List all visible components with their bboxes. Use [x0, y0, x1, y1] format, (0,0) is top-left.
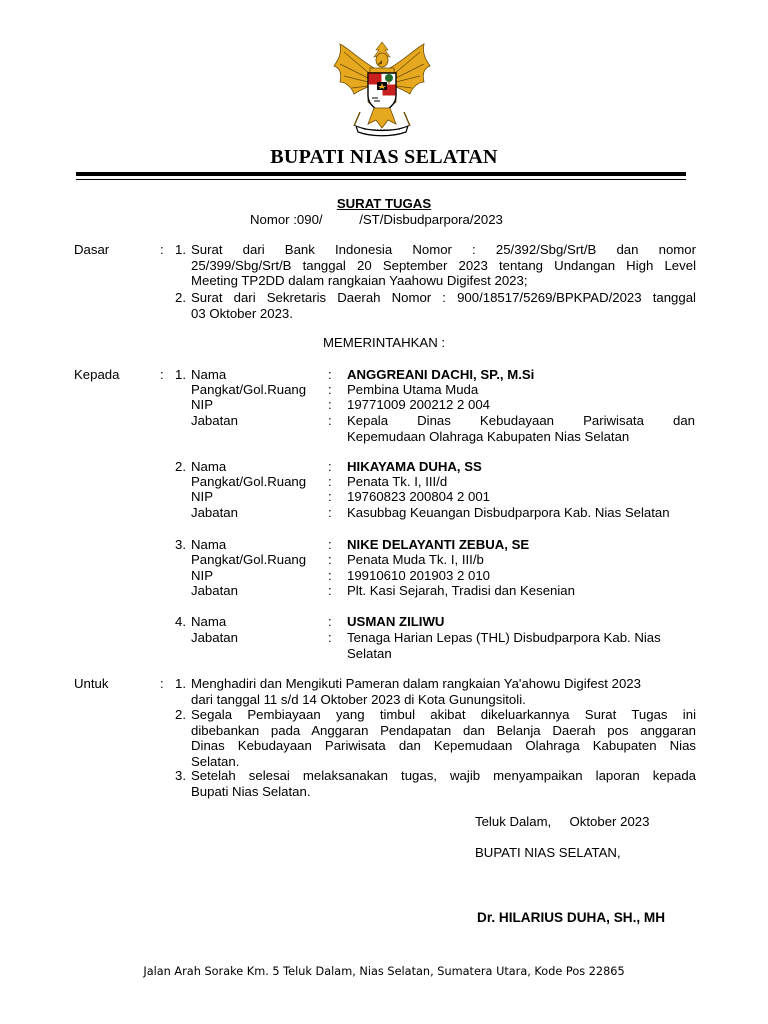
untuk-item: [191, 676, 696, 707]
person-nama: NIKE DELAYANTI ZEBUA, SE: [347, 537, 530, 552]
person-jabatan-line: Kepala Dinas Kebudayaan Pariwisata dan: [347, 413, 695, 428]
person-number: 1.: [175, 367, 186, 382]
untuk-item-line: Bupati Nias Selatan.: [191, 783, 311, 799]
field-colon: :: [328, 568, 332, 583]
field-colon: :: [328, 397, 332, 412]
field-colon: :: [328, 630, 332, 645]
field-colon: :: [328, 537, 332, 552]
letterhead-rule-thin: [76, 179, 686, 180]
person-jabatan-line: Kasubbag Keuangan Disbudparpora Kab. Nias Selatan: [347, 505, 670, 520]
person-jabatan-line: Kepemudaan Olahraga Kabupaten Nias Selatan: [347, 428, 630, 444]
field-colon: :: [328, 474, 332, 489]
person-jabatan-line: Tenaga Harian Lepas (THL) Disbudparpora Kab. Nias: [347, 630, 661, 645]
signature-place-date: Teluk Dalam, Oktober 2023: [475, 814, 650, 829]
field-colon: :: [328, 489, 332, 504]
dasar-item-line: Meeting TP2DD dalam rangkaian Yaahowu Digifest 2023;: [191, 273, 528, 288]
person-pangkat: Penata Tk. I, III/d: [347, 474, 448, 489]
field-colon: :: [328, 583, 332, 598]
field-colon: :: [328, 614, 332, 629]
person-nama-label: Nama: [191, 537, 227, 552]
garuda-emblem-icon: [330, 40, 434, 140]
signature-title: BUPATI NIAS SELATAN,: [475, 845, 621, 860]
person-nama-label: Nama: [191, 459, 227, 474]
kepada-label: Kepada: [74, 367, 120, 382]
person-number: 2.: [175, 459, 186, 474]
person-jabatan-label: Jabatan: [191, 505, 238, 520]
person-nama-label: Nama: [191, 614, 227, 629]
dasar-item-number: 2.: [175, 290, 186, 305]
person-jabatan: [347, 413, 695, 444]
person-pangkat: Pembina Utama Muda: [347, 382, 479, 397]
person-nip-label: NIP: [191, 568, 213, 583]
person-jabatan: [347, 583, 695, 599]
dasar-item-number: 1.: [175, 242, 186, 257]
person-nip: 19760823 200804 2 001: [347, 489, 491, 504]
person-nama: USMAN ZILIWU: [347, 614, 445, 629]
person-jabatan-label: Jabatan: [191, 583, 238, 598]
person-pangkat: Penata Muda Tk. I, III/b: [347, 552, 484, 567]
person-jabatan-label: Jabatan: [191, 413, 238, 428]
untuk-item-number: 1.: [175, 676, 186, 691]
untuk-item-line: Setelah selesai melaksanakan tugas, wajib menyampaikan laporan kepada: [191, 768, 696, 783]
untuk-colon: :: [160, 676, 164, 691]
untuk-item: [191, 768, 696, 799]
field-colon: :: [328, 367, 332, 382]
person-number: 4.: [175, 614, 186, 629]
untuk-item-line: Selatan.: [191, 753, 240, 769]
dasar-label: Dasar: [74, 242, 110, 257]
dasar-item-line: Surat dari Sekretaris Daerah Nomor : 900/18517/5269/BPKPAD/2023 tanggal: [191, 290, 696, 305]
field-colon: :: [328, 552, 332, 567]
person-jabatan-label: Jabatan: [191, 630, 238, 645]
field-colon: :: [328, 459, 332, 474]
untuk-item-number: 3.: [175, 768, 186, 783]
untuk-item-line: Dinas Kebudayaan Pariwisata dan Kepemudaan Olahraga Kabupaten Nias: [191, 738, 696, 753]
person-pangkat-label: Pangkat/Gol.Ruang: [191, 382, 307, 397]
untuk-item-line: Segala Pembiayaan yang timbul akibat dikeluarkannya Surat Tugas ini: [191, 707, 696, 722]
person-jabatan: [347, 505, 695, 521]
field-colon: :: [328, 505, 332, 520]
person-jabatan: [347, 630, 695, 661]
person-jabatan-line: Selatan: [347, 645, 392, 661]
dasar-item-line: Surat dari Bank Indonesia Nomor : 25/392/Sbg/Srt/B dan nomor: [191, 242, 696, 257]
person-nama: ANGGREANI DACHI, SP., M.Si: [347, 367, 535, 382]
letterhead-rule-thick: [76, 172, 686, 176]
person-pangkat-label: Pangkat/Gol.Ruang: [191, 474, 307, 489]
untuk-item-line: Menghadiri dan Mengikuti Pameran dalam rangkaian Ya'ahowu Digifest 2023: [191, 676, 641, 691]
dasar-item: [191, 290, 696, 321]
person-pangkat-label: Pangkat/Gol.Ruang: [191, 552, 307, 567]
dasar-item-line: 03 Oktober 2023.: [191, 305, 293, 321]
person-number: 3.: [175, 537, 186, 552]
person-nama-label: Nama: [191, 367, 227, 382]
person-nip-label: NIP: [191, 397, 213, 412]
person-nip: 19771009 200212 2 004: [347, 397, 491, 412]
signature-name: Dr. HILARIUS DUHA, SH., MH: [477, 910, 666, 925]
untuk-item-line: dibebankan pada Anggaran Pendapatan dan Belanja Daerah pos anggaran: [191, 722, 696, 738]
dasar-item-line: 25/399/Sbg/Srt/B tanggal 20 September 2023 tentang Undangan High Level: [191, 257, 696, 273]
field-colon: :: [328, 413, 332, 428]
person-jabatan-line: Plt. Kasi Sejarah, Tradisi dan Kesenian: [347, 583, 575, 598]
memerintahkan-heading: MEMERINTAHKAN :: [322, 335, 446, 350]
dasar-item: [191, 242, 696, 289]
footer-address: Jalan Arah Sorake Km. 5 Teluk Dalam, Nias Selatan, Sumatera Utara, Kode Pos 22865: [143, 965, 625, 978]
person-nip: 19910610 201903 2 010: [347, 568, 491, 583]
untuk-item-number: 2.: [175, 707, 186, 722]
document-title: SURAT TUGAS: [336, 196, 432, 211]
kepada-colon: :: [160, 367, 164, 382]
dasar-colon: :: [160, 242, 164, 257]
person-nama: HIKAYAMA DUHA, SS: [347, 459, 482, 474]
untuk-item-line: dari tanggal 11 s/d 14 Oktober 2023 di Kota Gunungsitoli.: [191, 691, 526, 707]
field-colon: :: [328, 382, 332, 397]
letterhead-title: BUPATI NIAS SELATAN: [270, 146, 498, 168]
untuk-label: Untuk: [74, 676, 109, 691]
person-nip-label: NIP: [191, 489, 213, 504]
untuk-item: [191, 707, 696, 769]
document-number: Nomor :090/ /ST/Disbudparpora/2023: [250, 212, 503, 227]
